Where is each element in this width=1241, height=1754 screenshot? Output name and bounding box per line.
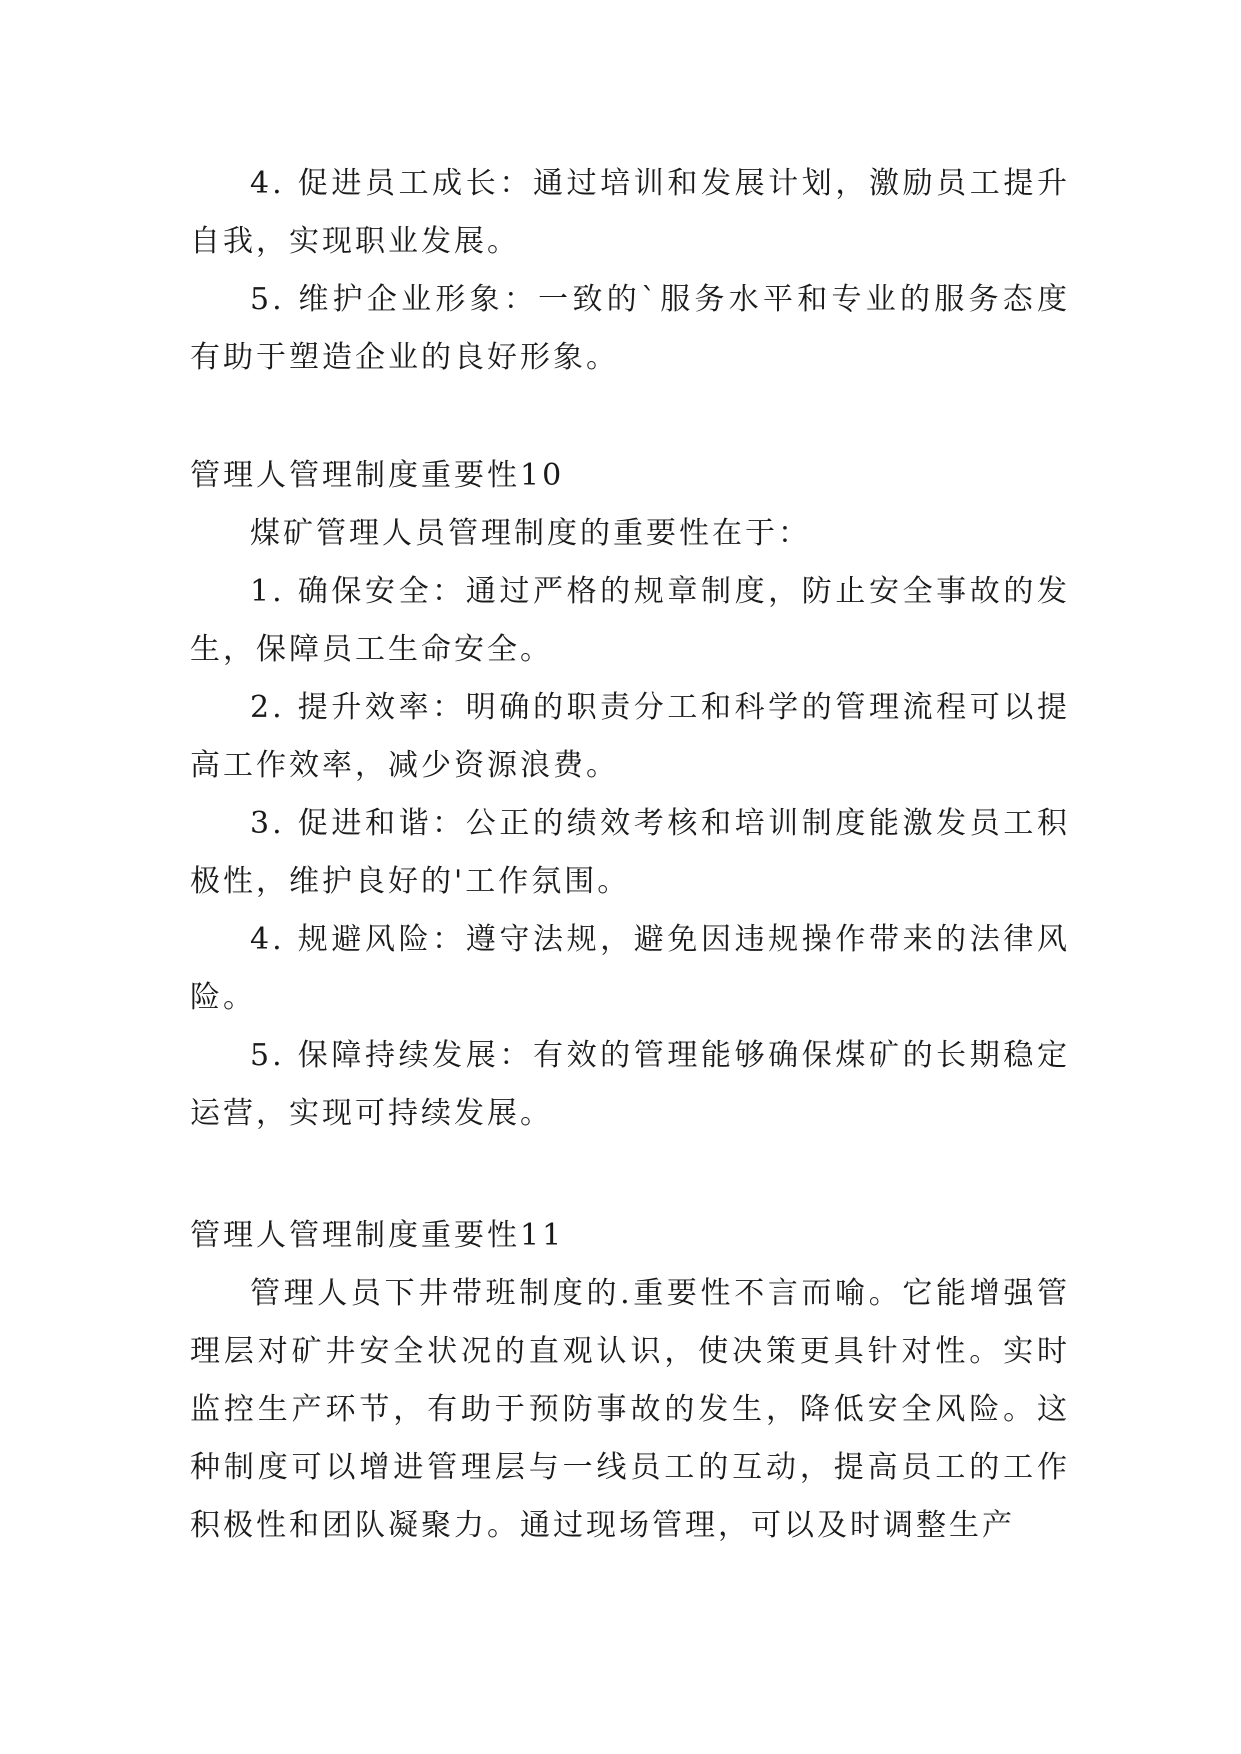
paragraph: 4. 促进员工成长：通过培训和发展计划，激励员工提升自我，实现职业发展。 xyxy=(190,166,1070,259)
section-previous xyxy=(190,155,1070,387)
paragraph: 2. 提升效率：明确的职责分工和科学的管理流程可以提高工作效率，减少资源浪费。 xyxy=(190,690,1070,783)
paragraph: 5. 维护企业形象：一致的`服务水平和专业的服务态度有助于塑造企业的良好形象。 xyxy=(190,282,1070,375)
paragraph: 5. 保障持续发展：有效的管理能够确保煤矿的长期稳定运营，实现可持续发展。 xyxy=(190,1038,1070,1131)
section-heading: 管理人管理制度重要性11 xyxy=(190,1218,565,1253)
paragraph: 管理人员下井带班制度的.重要性不言而喻。它能增强管理层对矿井安全状况的直观认识，使决策更具针对性。实时监控生产环节，有助于预防事故的发生，降低安全风险。这种制度可以增进管理层与一线员工的互动，提高员工的工作积极性和团队凝聚力。通过现场管理，可以及时调整生产 xyxy=(190,1276,1070,1543)
paragraph: 煤矿管理人员管理制度的重要性在于： xyxy=(250,516,811,551)
paragraph: 1. 确保安全：通过严格的规章制度，防止安全事故的发生，保障员工生命安全。 xyxy=(190,574,1070,667)
section-10 xyxy=(190,447,1070,1143)
section-heading: 管理人管理制度重要性10 xyxy=(190,458,565,493)
section-11 xyxy=(190,1207,1070,1555)
paragraph: 4. 规避风险：遵守法规，避免因违规操作带来的法律风险。 xyxy=(190,922,1070,1015)
paragraph: 3. 促进和谐：公正的绩效考核和培训制度能激发员工积极性，维护良好的'工作氛围。 xyxy=(190,806,1070,899)
